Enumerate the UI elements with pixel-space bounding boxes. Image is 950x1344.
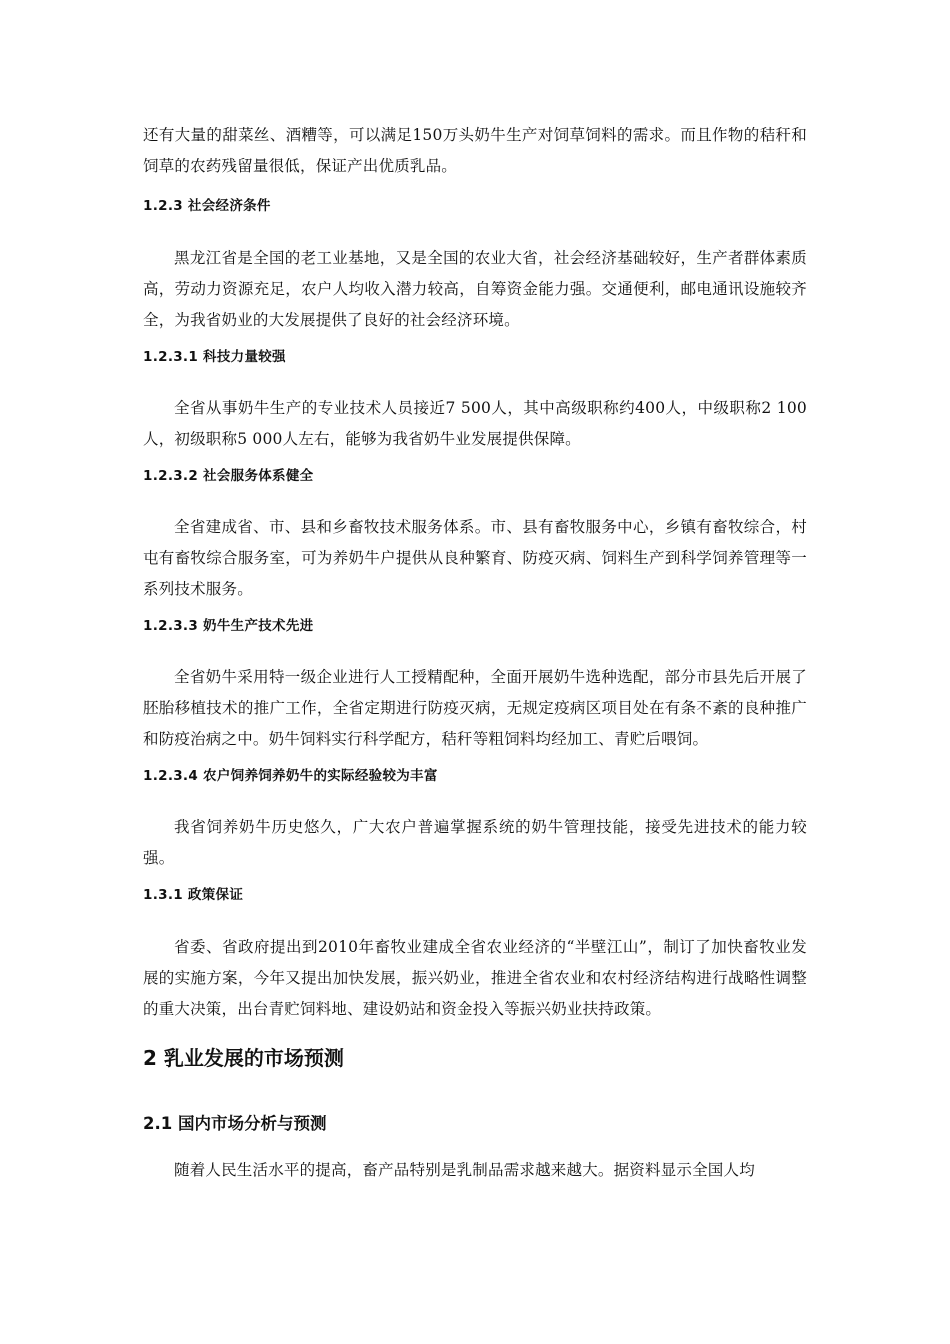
page-content bbox=[143, 120, 807, 1186]
paragraph-domestic-market: 随着人民生活水平的提高，畜产品特别是乳制品需求越来越大。据资料显示全国人均 bbox=[174, 1161, 755, 1179]
paragraph-policy: 省委、省政府提出到2010年畜牧业建成全省农业经济的“半壁江山”，制订了加快畜牧业发展的实施方案，今年又提出加快发展，振兴奶业，推进全省农业和农村经济结构进行战略性调整的重大决策，出台青贮饲料地、建设奶站和资金投入等振兴奶业扶持政策。 bbox=[143, 938, 807, 1018]
paragraph-service-system: 全省建成省、市、县和乡畜牧技术服务体系。市、县有畜牧服务中心，乡镇有畜牧综合，村屯有畜牧综合服务室，可为养奶牛户提供从良种繁育、防疫灭病、饲料生产到科学饲养管理等一系列技术服务。 bbox=[143, 518, 807, 598]
heading-1-2-3-1: 1.2.3.1 科技力量较强 bbox=[143, 349, 286, 365]
heading-2-1: 2.1 国内市场分析与预测 bbox=[143, 1114, 327, 1133]
heading-1-2-3-3: 1.2.3.3 奶牛生产技术先进 bbox=[143, 618, 314, 634]
paragraph-farmer-experience: 我省饲养奶牛历史悠久，广大农户普遍掌握系统的奶牛管理技能，接受先进技术的能力较强。 bbox=[143, 818, 807, 867]
paragraph-production-tech: 全省奶牛采用特一级企业进行人工授精配种，全面开展奶牛选种选配，部分市县先后开展了胚胎移植技术的推广工作，全省定期进行防疫灭病，无规定疫病区项目处在有条不紊的良种推广和防疫治病之中。奶牛饲料实行科学配方，秸秆等粗饲料均经加工、青贮后喂饲。 bbox=[143, 668, 807, 748]
paragraph-socioeconomic: 黑龙江省是全国的老工业基地，又是全国的农业大省，社会经济基础较好，生产者群体素质高，劳动力资源充足，农户人均收入潜力较高，自筹资金能力强。交通便利，邮电通讯设施较齐全，为我省奶业的大发展提供了良好的社会经济环境。 bbox=[143, 249, 807, 329]
heading-1-2-3: 1.2.3 社会经济条件 bbox=[143, 198, 271, 214]
paragraph-forage-supply: 还有大量的甜菜丝、酒糟等，可以满足150万头奶牛生产对饲草饲料的需求。而且作物的秸秆和饲草的农药残留量很低，保证产出优质乳品。 bbox=[143, 126, 807, 175]
heading-1-2-3-4: 1.2.3.4 农户饲养饲养奶牛的实际经验较为丰富 bbox=[143, 768, 438, 784]
heading-section-2: 2 乳业发展的市场预测 bbox=[143, 1046, 344, 1070]
paragraph-tech-staff: 全省从事奶牛生产的专业技术人员接近7 500人，其中高级职称约400人，中级职称2 100人，初级职称5 000人左右，能够为我省奶牛业发展提供保障。 bbox=[143, 399, 807, 448]
heading-1-2-3-2: 1.2.3.2 社会服务体系健全 bbox=[143, 468, 314, 484]
heading-1-3-1: 1.3.1 政策保证 bbox=[143, 887, 244, 903]
